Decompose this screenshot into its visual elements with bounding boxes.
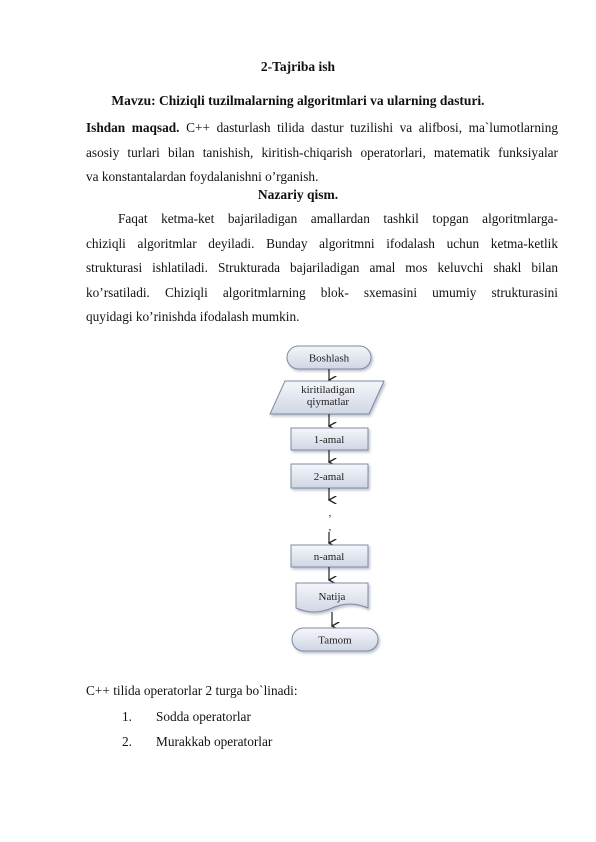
list-text: Sodda operatorlar xyxy=(156,709,251,724)
flow-step-1-process xyxy=(291,428,368,450)
flow-input-label-2: qiymatlar xyxy=(306,396,350,408)
purpose-line-2: asosiy turlari bilan tanishish, kiritish-chiqarish operatorlari, matematik funksiyalar xyxy=(86,144,558,160)
flow-ellipsis-1: , xyxy=(328,507,332,519)
purpose-line-1: Ishdan maqsad. C++ dasturlash tilida dastur tuzilishi va alifbosi, ma`lumotlarning xyxy=(86,120,558,135)
flow-start-label: Boshlash xyxy=(308,352,350,365)
theory-line-1: Faqat ketma-ket bajariladigan amallardan tashkil topgan algoritmlarga- xyxy=(118,211,558,226)
list-number: 2. xyxy=(122,734,132,749)
flow-step-n-label: n-amal xyxy=(313,551,345,563)
flow-start-terminator xyxy=(287,346,371,369)
operators-list-item xyxy=(122,709,251,725)
flow-ellipsis-2: , xyxy=(328,521,332,533)
list-text: Murakkab operatorlar xyxy=(156,734,273,749)
operators-list-item xyxy=(122,734,272,750)
flow-end-terminator xyxy=(292,628,378,651)
purpose-line-3: va konstantalardan foydalanishni o’rganish. xyxy=(86,169,319,185)
flow-input-label-1: kiritiladigan xyxy=(301,384,355,396)
flow-step-2-label: 2-amal xyxy=(313,471,345,483)
flow-result-document xyxy=(296,583,368,612)
flow-end-label: Tamom xyxy=(318,634,352,647)
flow-step-2-process xyxy=(291,464,368,488)
list-number: 1. xyxy=(122,709,132,724)
flow-input-parallelogram xyxy=(270,381,384,414)
purpose-label: Ishdan maqsad. xyxy=(86,120,180,135)
theory-line-3: strukturasi ishlatiladi. Strukturada bajariladigan amal mos keluvchi shakl bilan xyxy=(86,260,558,276)
flow-step-n-process xyxy=(291,545,368,567)
page-title: 2-Tajriba ish xyxy=(260,59,336,74)
theory-line-2: chiziqli algoritmlar deyiladi. Bunday algoritmni ifodalash uchun ketma-ketlik xyxy=(86,235,558,251)
flow-result-label: Natija xyxy=(318,591,346,603)
operators-intro: C++ tilida operatorlar 2 turga bo`linadi: xyxy=(86,683,298,698)
flow-step-1-label: 1-amal xyxy=(313,434,345,446)
theory-line-5: quyidagi ko’rinishda ifodalash mumkin. xyxy=(86,309,300,325)
topic-label: Mavzu xyxy=(111,93,152,108)
section-heading: Nazariy qism. xyxy=(257,187,339,202)
theory-line-4: ko’rsatiladi. Chiziqli algoritmlarning blok- sxemasini umumiy strukturasini xyxy=(86,284,558,300)
topic-text: : Chiziqli tuzilmalarning algoritmlari va ularning dasturi. xyxy=(151,93,485,108)
